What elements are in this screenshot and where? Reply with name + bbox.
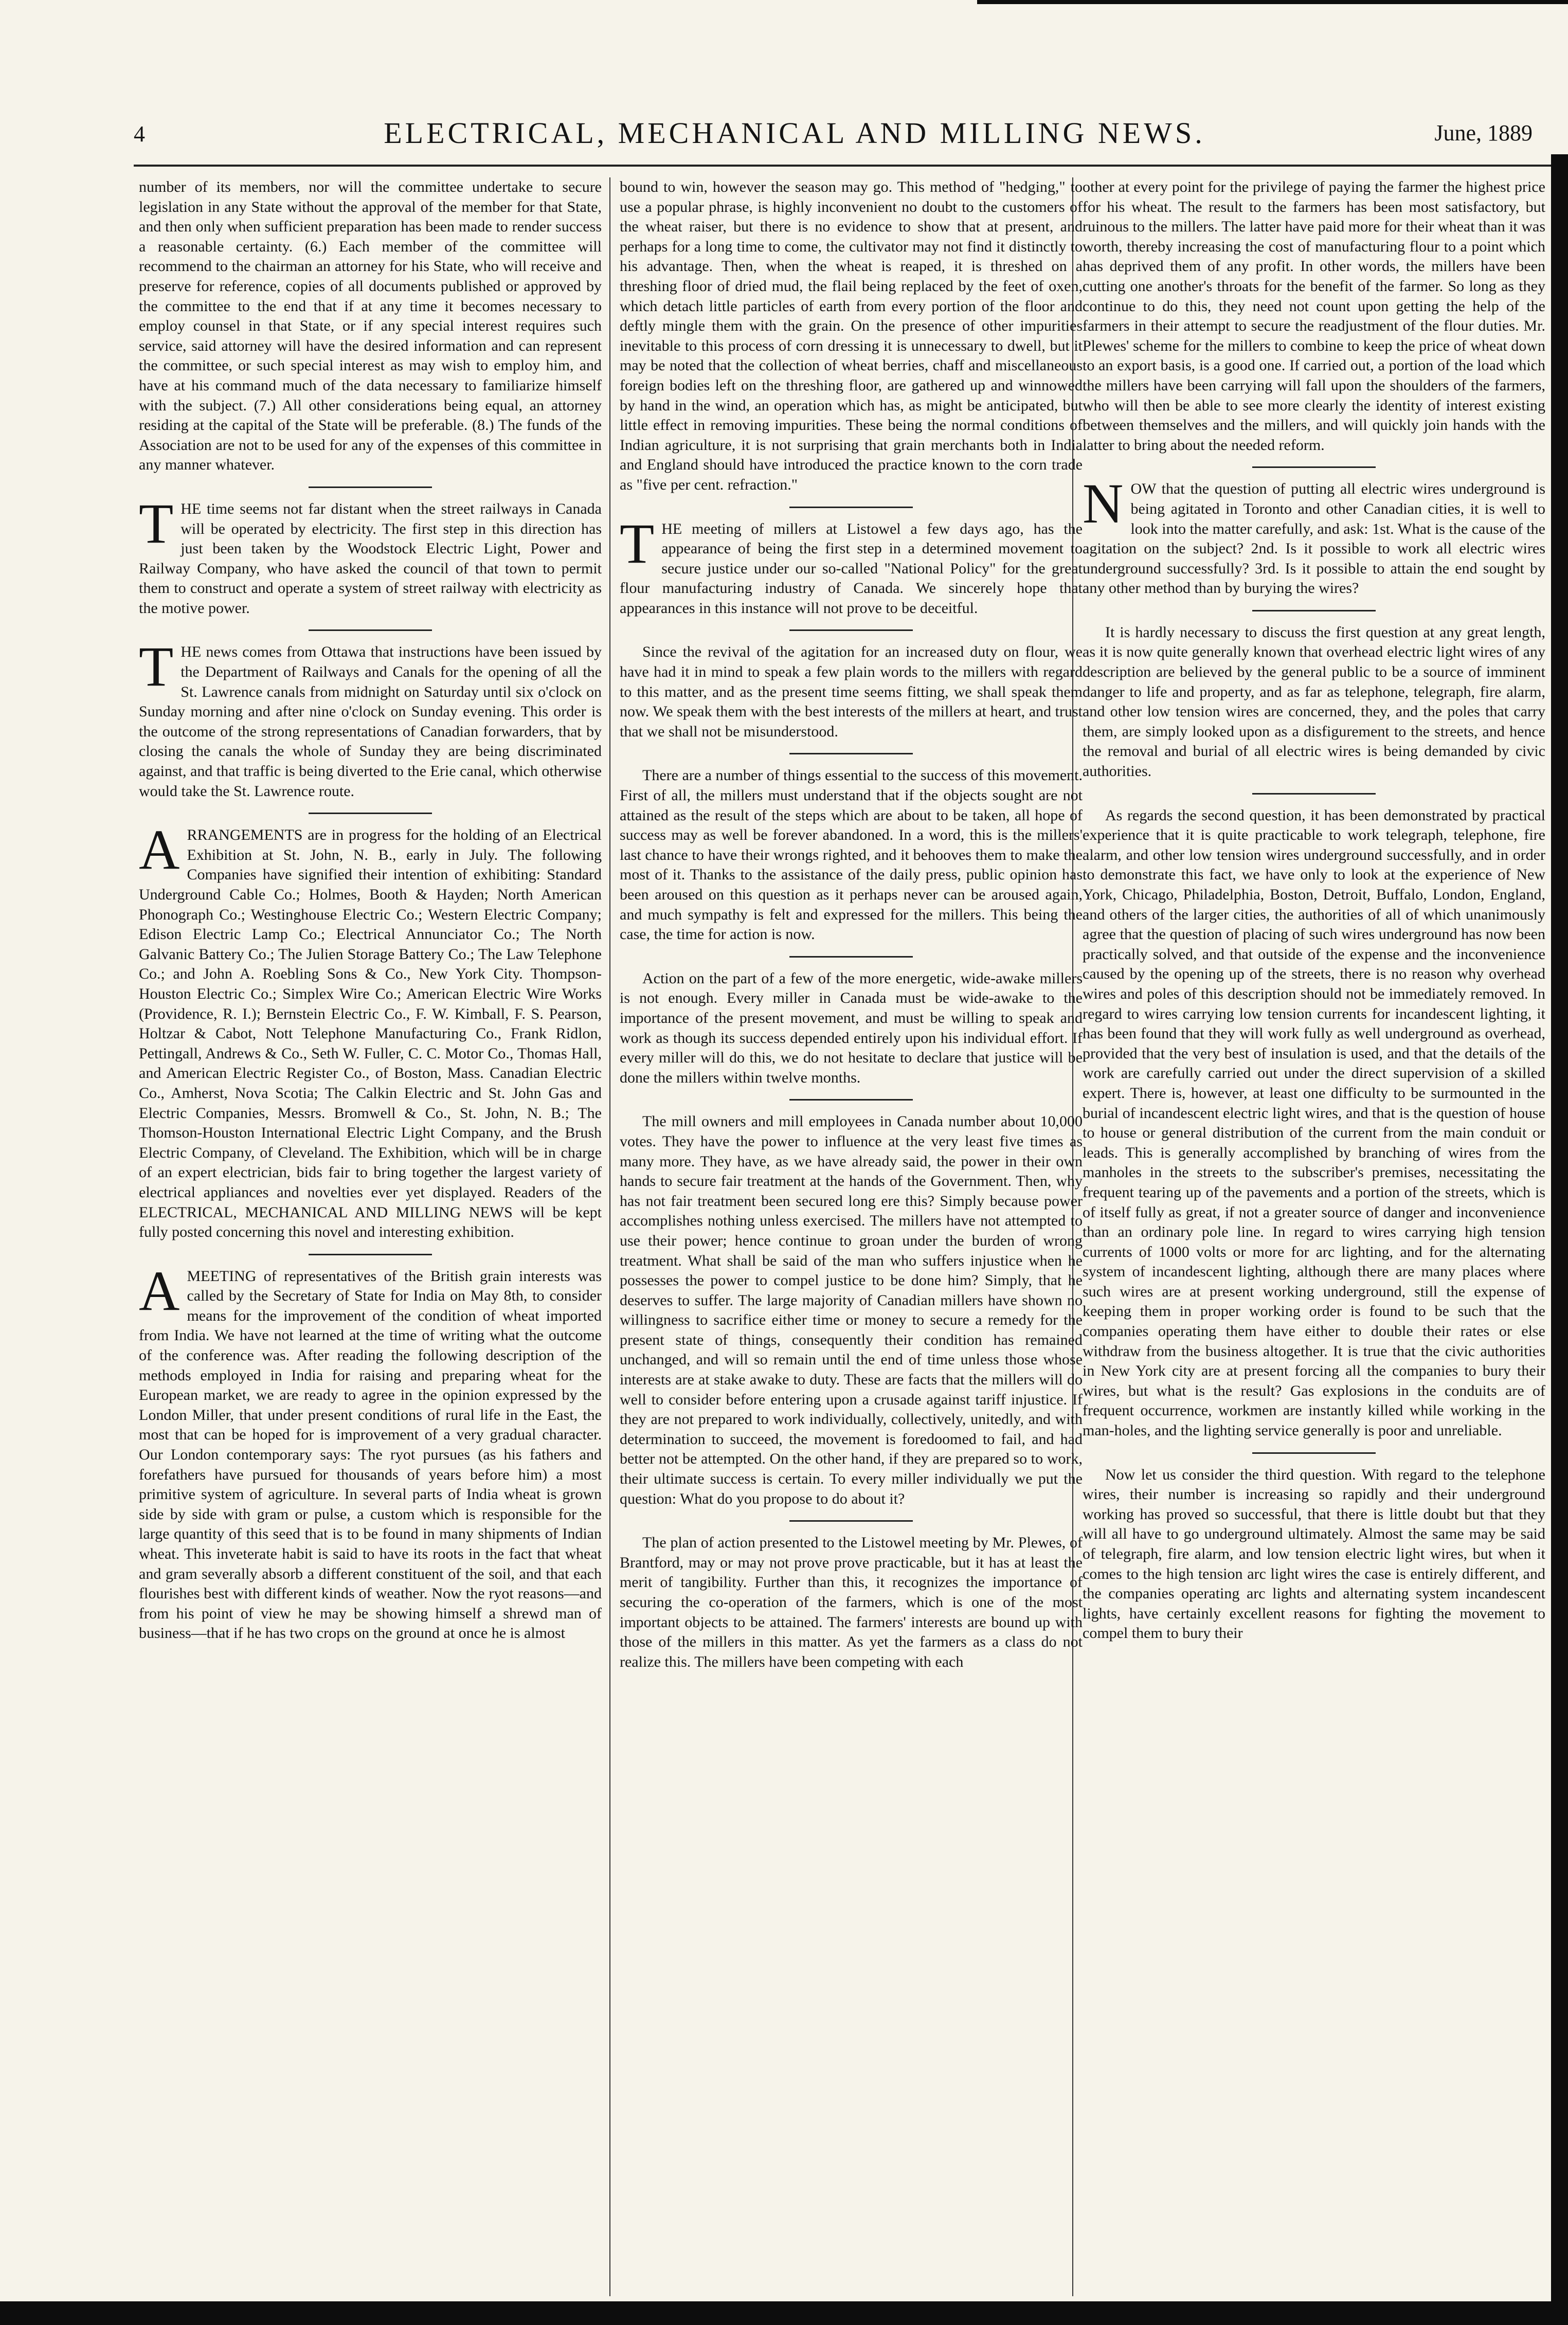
drop-cap: A (139, 1259, 180, 1322)
article-text: HE news comes from Ottawa that instructions have been issued by the Department of Railways and Canals for the opening of all the St. Lawrence canals from midnight on Saturday until six o'clock on Sunday morning and after nine o'clock on Sunday evening. This order is the outcome of the strong representations of Canadian forwarders, that by closing the canals the whole of Sunday they are being discriminated against, and that traffic is being diverted to the Erie canal, which otherwise would take the St. Lawrence route. (139, 643, 602, 800)
article-canals (139, 635, 602, 801)
separator (309, 629, 432, 631)
drop-cap: T (139, 492, 174, 555)
masthead-title: ELECTRICAL, MECHANICAL AND MILLING NEWS. (384, 116, 1205, 150)
article-continued: number of its members, nor will the committee undertake to secure legislation in any State without the approval of the member for that State, and then only when sufficient preparation has been made to render success a reasonable certainty. (6.) Each member of the committee will recommend to the chairman an attorney for his State, who will receive and preserve for reference, copies of all documents published or approved by the committee to the end that if at any time it becomes necessary to employ counsel in that State, or if any special interest requires such service, said attorney will have the desired information and can represent the committee, or such special interest as may wish to employ him, and have at his command much of the data necessary to familiarize himself with the subject. (7.) All other considerations being equal, an attorney residing at the capital of the State will be preferable. (8.) The funds of the Association are not to be used for any of the expenses of this committee in any manner whatever. (139, 178, 602, 474)
article-street-railways (139, 492, 602, 619)
article-text: HE meeting of millers at Listowel a few days ago, has the appearance of being the first step in a determined movement to secure justice under our so-called "National Policy" for the great flour manufacturing industry of Canada. We sincerely hope that appearances in this instance will not prove to be deceitful. (620, 520, 1083, 617)
column-1 (139, 177, 602, 2296)
separator (309, 813, 432, 814)
separator (789, 1099, 913, 1101)
separator (309, 486, 432, 488)
page-header (36, 111, 1553, 157)
paragraph: Action on the part of a few of the more energetic, wide-awake millers is not enough. Every miller in Canada must be wide-awake to the importance of the present movement, and must be willing to speak and work as though its success depended entirely upon his individual effort. If every miller will do this, we do not hesitate to declare that justice will be done the millers within twelve months. (620, 969, 1083, 1086)
column-3 (1083, 177, 1545, 2296)
column-rule-1 (609, 177, 610, 2296)
separator (1252, 793, 1376, 795)
separator (789, 956, 913, 958)
article-underground-wires (1083, 472, 1545, 599)
drop-cap: N (1083, 472, 1124, 535)
article-text: MEETING of representatives of the British grain interests was called by the Secretary of State for India on May 8th, to consider means for the improvement of the condition of wheat imported from India. We have not learned at the time of writing what the outcome of the conference was. After reading the following description of the methods employed in India for raising and preparing wheat for the European market, we are ready to agree in the opinion expressed by the London Miller, that under present conditions of rural life in the East, the most that can be hoped for is improvement of a very gradual character. Our London contemporary says: The ryot pursues (as his fathers and forefathers have pursued for thousands of years before him) a most primitive system of agriculture. In several parts of India wheat is grown side by side with gram or pulse, a custom which is responsible for the large quantity of this seed that is to be found in many shipments of Indian wheat. This inveterate habit is said to have its roots in the fact that wheat and gram severally absorb a different constituent of the soil, and that each flourishes best with different kinds of weather. Now the ryot reasons—and from his point of view he may be showing himself a shrewd man of business—that if he has two crops on the ground at once he is almost (139, 1267, 602, 1642)
header-rule (134, 165, 1553, 167)
drop-cap: T (139, 635, 174, 698)
page-number: 4 (134, 121, 145, 147)
paragraph: It is hardly necessary to discuss the first question at any great length, as it is now quite generally known that overhead electric light wires of any description are believed by the general public to be a source of imminent danger to life and property, and as far as telephone, telegraph, fire alarm, and other low tension wires are concerned, they, and the poles that carry them, are simply looked upon as a disfigurement to the streets, and hence the removal and burial of all electric wires is being demanded by civic authorities. (1083, 623, 1545, 780)
separator (789, 629, 913, 631)
drop-cap: T (620, 512, 655, 575)
paragraph: The plan of action presented to the Listowel meeting by Mr. Plewes, of Brantford, may or may not prove prove practicable, but it has at least the merit of tangibility. Further than this, it recognizes the importance of securing the co-operation of the farmers, which is one of the most important objects to be attained. The farmers' interests are bound up with those of the millers in this matter. As yet the farmers as a class do not realize this. The millers have been competing with each (620, 1534, 1083, 1670)
paragraph: There are a number of things essential to the success of this movement. First of all, the millers must understand that if the objects sought are not attained as the result of the steps which are about to be taken, all hope of success may as well be forever abandoned. In a word, this is the millers' last chance to have their wrongs righted, and it behooves them to make the most of it. Thanks to the assistance of the daily press, public opinion has been aroused on this question as it perhaps never can be aroused again, and much sympathy is felt and expressed for the millers. This being the case, the time for action is now. (620, 767, 1083, 943)
separator (1252, 466, 1376, 468)
paragraph: The mill owners and mill employees in Canada number about 10,000 votes. They have the power to influence at the very least five times as many more. They have, as we have already said, the power in their own hands to secure fair treatment at the hands of the Government. Then, why has not fair treatment been secured long ere this? Simply because power accomplishes nothing unless exercised. The millers have not attempted to use their power; hence continue to groan under the burden of wrong treatment. What shall be said of the man who suffers injustice when he possesses the power to compel justice to be done him? Simply, that he deserves to suffer. The large majority of Canadian millers have shown no willingness to sacrifice either time or money to secure a remedy for the present state of things, consequently their condition has remained unchanged, and will so remain until the end of time unless those whose interests are at stake awake to duty. These are facts that the millers will do well to consider before entering upon a crusade against tariff injustice. If they are not prepared to work individually, collectively, unitedly, and with determination to succeed, the movement is foredoomed to fail, and had better not be attempted. On the other hand, if they are prepared so to work, their ultimate success is certain. To every miller individually we put the question: What do you propose to do about it? (620, 1113, 1083, 1507)
scan-bottom-edge (0, 2301, 1568, 2325)
article-india-wheat (139, 1259, 602, 1644)
scan-right-edge (1551, 154, 1568, 2325)
article-text: OW that the question of putting all electric wires underground is being agitated in Toronto and other Canadian cities, it is well to look into the matter carefully, and ask: 1st. What is the cause of the agitation on the subject? 2nd. Is it possible to work all electric wires underground successfully? 3rd. Is it possible to attain the end sought by any other method than by burying the wires? (1083, 480, 1545, 597)
article-text: HE time seems not far distant when the street railways in Canada will be operated by electricity. The first step in this direction has just been taken by the Woodstock Electric Light, Power and Railway Company, who have asked the council of that town to permit them to construct and operate a system of street railway with electricity as the motive power. (139, 500, 602, 617)
issue-date: June, 1889 (1434, 120, 1533, 146)
article-exhibition (139, 818, 602, 1242)
article-continued: other at every point for the privilege of paying the farmer the highest price for his wheat. The result to the farmers has been most satisfactory, but ruinous to the millers. The latter have paid more for their wheat than it was worth, thereby increasing the cost of manufacturing flour to a point which has deprived them of any profit. In other words, the millers have been cutting one another's throats for the benefit of the farmer. So long as they continue to do this, they need not count upon getting the help of the farmers in their attempt to secure the readjustment of the flour duties. Mr. Plewes' scheme for the millers to combine to keep the price of wheat down to an export basis, is a good one. If carried out, a portion of the load which the millers have been carrying will fall upon the shoulders of the farmers, who will then be able to see more clearly the identity of interest existing between themselves and the millers, and will quickly join hands with the latter to bring about the needed reform. (1083, 178, 1545, 454)
article-listowel (620, 512, 1083, 619)
separator (789, 507, 913, 508)
drop-cap: A (139, 818, 180, 881)
separator (1252, 1452, 1376, 1454)
separator (789, 1520, 913, 1522)
scan-top-edge (977, 0, 1568, 4)
article-continued: bound to win, however the season may go. This method of "hedging," to use a popular phrase, is highly inconvenient no doubt to the customers of the wheat raiser, but there is no evidence to show that at present, and perhaps for a long time to come, the cultivator may not find it distinctly to his advantage. Then, when the wheat is reaped, it is threshed on a threshing floor of dried mud, the flail being replaced by the feet of oxen, which detach little particles of earth from every portion of the floor and deftly mingle them with the grain. On the presence of other impurities inevitable to this process of corn dressing it is unnecessary to dwell, but it may be noted that the collection of wheat berries, chaff and miscellaneous foreign bodies left on the threshing floor, are gathered up and winnowed by hand in the wind, an operation which has, as might be anticipated, but little effect in removing impurities. These being the normal conditions of Indian agriculture, it is not surprising that grain merchants both in India and England should have introduced the practice known to the corn trade as "five per cent. refraction." (620, 178, 1083, 493)
paragraph: Since the revival of the agitation for an increased duty on flour, we have had it in mind to speak a few plain words to the millers with regard to this matter, and as the present time seems fitting, we shall speak them now. We speak them with the best interests of the millers at heart, and trust that we shall not be misunderstood. (620, 643, 1083, 740)
separator (309, 1254, 432, 1255)
separator (1252, 610, 1376, 611)
paragraph: Now let us consider the third question. With regard to the telephone wires, their number is increasing so rapidly and their underground working has proved so successful, that there is little doubt but that they will all have to go underground ultimately. Almost the same may be said of telegraph, fire alarm, and low tension electric light wires, but when it comes to the high tension arc light wires the case is entirely different, and the companies operating arc lights and alternating system incandescent lights, have certainly excellent reasons for fighting the movement to compel them to bury their (1083, 1466, 1545, 1642)
separator (789, 753, 913, 754)
paragraph: As regards the second question, it has been demonstrated by practical experience that it is quite practicable to work telegraph, telephone, fire alarm, and other low tension wires underground successfully, and in order to demonstrate this fact, we have only to look at the experience of New York, Chicago, Philadelphia, Boston, Detroit, Buffalo, London, England, and others of the larger cities, the authorities of all of which unanimously agree that the question of placing of such wires underground has now been practically solved, and that outside of the expense and the inconvenience caused by the opening up of the streets, there is no reason why overhead wires and poles of this description should not be immediately removed. In regard to wires carrying low tension currents for incandescent lighting, it has been found that they will work fully as well underground as overhead, provided that the very best of insulation is used, and that the details of the work are carefully carried out under the direct supervision of a skilled expert. There is, however, at least one difficulty to be surmounted in the burial of incandescent electric light wires, and that is the question of house to house or general distribution of the current from the main conduit or leads. This is generally accomplished by branching of wires from the manholes in the streets to the subscriber's premises, necessitating the frequent tearing up of the pavements and a portion of the streets, which is of itself fully as great, if not a greater source of danger and inconvenience than an ordinary pole line. In regard to wires carrying high tension currents of 1000 volts or more for arc lighting, and for the alternating system of incandescent lighting, although there are many places where such wires are at present working underground, still the expense of keeping them in proper working order is found to be such that the companies operating them have either to double their rates or else withdraw from the business altogether. It is true that the civic authorities in New York city are at present forcing all the companies to bury their wires, but what is the result? Gas explosions in the conduits are of frequent occurrence, workmen are instantly killed while working in the man-holes, and the lighting service generally is poor and unreliable. (1083, 806, 1545, 1439)
column-2 (620, 177, 1083, 2296)
article-text: RRANGEMENTS are in progress for the holding of an Electrical Exhibition at St. John, N. B., early in July. The following Companies have signified their intention of exhibiting: Standard Underground Cable Co.; Holmes, Booth & Hayden; North American Phonograph Co.; Westinghouse Electric Co.; Western Electric Company; Edison Electric Lamp Co.; Electrical Annunciator Co.; The North Galvanic Battery Co.; The Julien Storage Battery Co.; The Law Telephone Co.; and John A. Roebling Sons & Co., New York City. Thompson-Houston Electric Co.; Simplex Wire Co.; American Electric Wire Works (Providence, R. I.); Bernstein Electric Co., F. W. Kimball, F. S. Pearson, Holtzar & Cabot, Nott Telephone Manufacturing Co., Frank Ridlon, Pettingall, Andrews & Co., Seth W. Fuller, C. C. Motor Co., Thomas Hall, and American Electric Register Co., of Boston, Mass. Canadian Electric Co., Amherst, Nova Scotia; The Calkin Electric and St. John Gas and Electric Companies, Messrs. Bromwell & Co., St. John, N. B.; The Thomson-Houston International Electric Light Company, and the Brush Electric Company, of Cleveland. The Exhibition, which will be in charge of an expert electrician, bids fair to bring together the largest variety of electrical appliances and novelties ever yet displayed. Readers of the ELECTRICAL, MECHANICAL AND MILLING NEWS will be kept fully posted concerning this novel and interesting exhibition. (139, 826, 602, 1241)
